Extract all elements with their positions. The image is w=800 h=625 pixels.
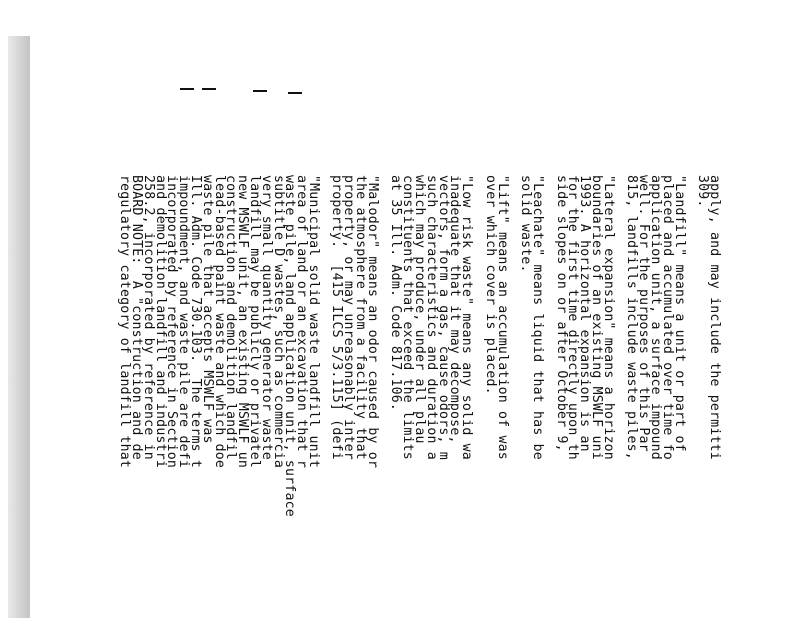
text-line: well. For the purposes of this Par: [636, 175, 652, 452]
text-line: at 35 Ill. Adm. Code 817.106.: [388, 175, 404, 412]
text-line: landfill may be publicly or privatel: [246, 175, 262, 469]
paragraph: [484, 175, 508, 625]
text-line: "Low risk waste" means any solid wa: [459, 175, 475, 460]
text-line: area of land or an excavation that r: [294, 175, 310, 469]
text-line: construction and demolition landfil: [223, 175, 239, 460]
text-line: property. [415 ILCS 5/3.115] (defi: [329, 175, 345, 460]
text-line: impoundment, and waste pile are defi: [176, 175, 192, 469]
text-line: waste pile that accepts MSWLF was: [199, 175, 215, 444]
text-line: Ill. Adm. Code 730.103. The terms t: [187, 175, 203, 469]
text-line: 309.: [695, 175, 711, 208]
text-line: placed and accumulated over time fo: [659, 175, 675, 460]
text-line: application unit, a surface impound: [648, 175, 664, 460]
text-line: new MSWLF unit, an existing MSWLF un: [235, 175, 251, 469]
text-line: waste pile, land application unit, surface: [282, 175, 298, 517]
text-line: and demolition landfill and industri: [152, 175, 168, 469]
text-line: 1993. A horizontal expansion is an: [577, 175, 593, 452]
text-line: boundaries of an existing MSWLF uni: [589, 175, 605, 460]
paragraph: [331, 175, 378, 625]
text-line: regulatory category of landfill that: [117, 175, 133, 469]
scan-edge: [8, 36, 30, 618]
paragraph: [390, 175, 473, 625]
text-line: such characteristics and duration a: [423, 175, 439, 460]
text-line: "Lateral expansion" means a horizon: [600, 175, 616, 460]
text-line: the atmosphere from a facility that: [353, 175, 369, 460]
margin-mark: [288, 92, 302, 94]
text-line: over which cover is placed.: [482, 175, 498, 395]
text-line: solid waste.: [518, 175, 534, 273]
text-line: subtitle D wastes, such as commercia: [270, 175, 286, 469]
text-line: apply, and may include the permitti: [707, 175, 722, 460]
text-line: vectors, form a gas, cause odors, m: [435, 175, 451, 460]
text-line: constituents that exceed the limits: [400, 175, 416, 460]
text-line: "Leachate" means liquid that has be: [530, 175, 546, 460]
text-line: "Municipal solid waste landfill unit: [305, 175, 321, 469]
paragraph: [626, 175, 685, 625]
text-line: very small quantity generator waste: [258, 175, 274, 460]
text-line: lead-based paint waste and which doe: [211, 175, 227, 469]
text-line: which may produce, under all plau: [412, 175, 428, 444]
text-line: inadequate that it may decompose,: [447, 175, 463, 444]
document-page: [117, 175, 722, 625]
margin-mark: [253, 90, 267, 92]
text-line: BOARD NOTE: A "construction and de: [128, 175, 144, 460]
text-line: for the first time directly upon th: [565, 175, 581, 460]
paragraph: [696, 175, 720, 625]
text-line: property, or may unreasonably inter: [341, 175, 357, 460]
margin-mark: [180, 88, 194, 90]
paragraph: [118, 175, 319, 625]
text-line: incorporated by reference in Section: [164, 175, 180, 469]
text-line: "Malodor" means an odor caused by or: [364, 175, 380, 469]
text-line: 258.2, incorporated by reference in: [140, 175, 156, 460]
paragraph: [555, 175, 614, 625]
rotated-page: [117, 175, 722, 625]
text-line: 815, landfills include waste piles,: [624, 175, 640, 460]
text-line: "Landfill" means a unit or part of: [671, 175, 687, 452]
text-line: side slopes on or after October 9,: [553, 175, 569, 452]
text-line: "Lift" means an accumulation of was: [494, 175, 510, 460]
margin-mark: [202, 88, 216, 90]
paragraph: [518, 175, 546, 625]
